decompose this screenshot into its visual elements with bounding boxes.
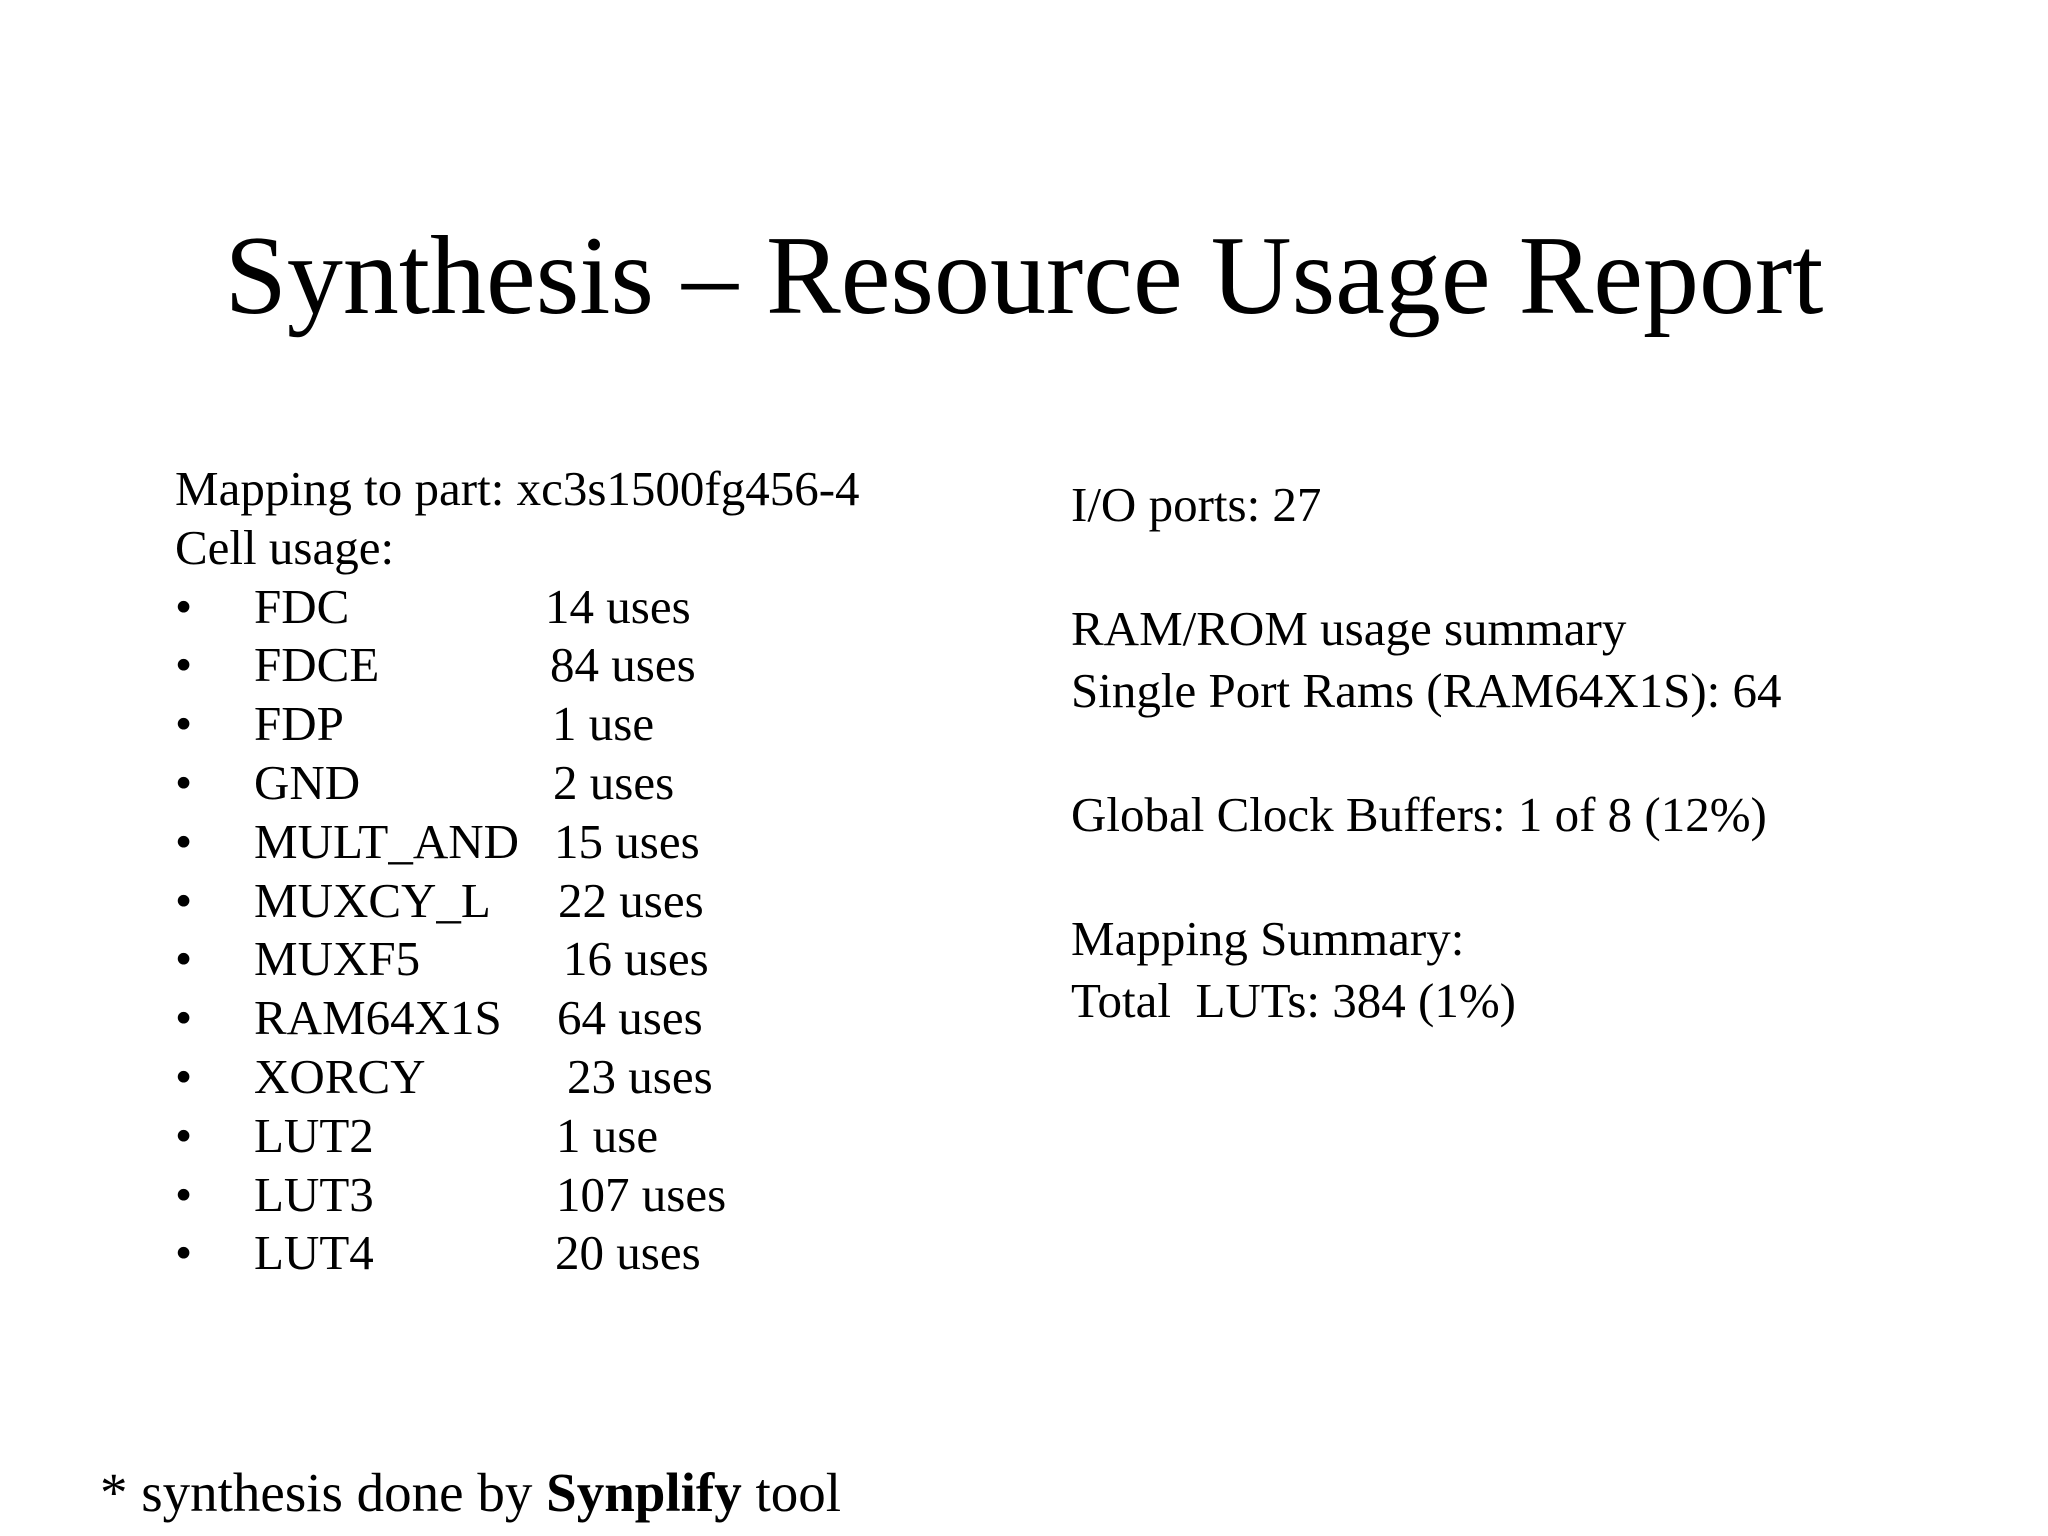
bullet-icon: • xyxy=(175,813,193,869)
cell-usage-item xyxy=(175,872,860,931)
ram-rom-heading: RAM/ROM usage summary xyxy=(1071,601,1627,656)
bullet-icon: • xyxy=(175,1225,193,1281)
bullet-icon: • xyxy=(175,990,193,1046)
io-ports-line: I/O ports: 27 xyxy=(1071,477,1322,532)
cell-usage-item xyxy=(175,636,860,695)
total-luts-line: Total LUTs: 384 (1%) xyxy=(1071,973,1516,1028)
cell-name: LUT4 xyxy=(254,1225,374,1281)
cell-count: 107 uses xyxy=(556,1166,727,1222)
cell-name: MUXF5 xyxy=(254,931,421,987)
cell-name: MULT_AND xyxy=(254,813,519,869)
mapping-summary-heading: Mapping Summary: xyxy=(1071,911,1465,966)
footnote xyxy=(100,1460,841,1526)
cell-count: 84 uses xyxy=(550,637,696,693)
bullet-icon: • xyxy=(175,872,193,928)
summary-section xyxy=(1071,474,1782,1032)
cell-count: 1 use xyxy=(552,696,655,752)
single-port-rams-line: Single Port Rams (RAM64X1S): 64 xyxy=(1071,663,1782,718)
footnote-tool-name: Synplify xyxy=(546,1462,742,1523)
cell-count: 64 uses xyxy=(557,990,703,1046)
bullet-icon: • xyxy=(175,696,193,752)
cell-name: GND xyxy=(254,754,361,810)
cell-usage-item xyxy=(175,578,860,637)
cell-count: 23 uses xyxy=(567,1048,713,1104)
bullet-icon: • xyxy=(175,754,193,810)
cell-usage-item xyxy=(175,930,860,989)
mapping-part-line: Mapping to part: xc3s1500fg456-4 xyxy=(175,461,860,516)
cell-usage-item xyxy=(175,989,860,1048)
cell-usage-section xyxy=(175,460,860,1283)
cell-count: 1 use xyxy=(556,1107,659,1163)
cell-count: 22 uses xyxy=(558,872,704,928)
cell-count: 15 uses xyxy=(554,813,700,869)
cell-name: FDCE xyxy=(254,637,380,693)
cell-count: 20 uses xyxy=(555,1225,701,1281)
cell-usage-item xyxy=(175,1166,860,1225)
cell-usage-list xyxy=(175,578,860,1284)
cell-count: 16 uses xyxy=(563,931,709,987)
cell-name: XORCY xyxy=(254,1048,426,1104)
global-clock-buffers-line: Global Clock Buffers: 1 of 8 (12%) xyxy=(1071,787,1767,842)
cell-usage-item xyxy=(175,754,860,813)
bullet-icon: • xyxy=(175,578,193,634)
cell-name: FDC xyxy=(254,578,350,634)
cell-name: FDP xyxy=(254,696,344,752)
footnote-prefix: * synthesis done by xyxy=(100,1462,547,1523)
cell-usage-item xyxy=(175,695,860,754)
cell-usage-item xyxy=(175,1048,860,1107)
bullet-icon: • xyxy=(175,1107,193,1163)
slide-title: Synthesis – Resource Usage Report xyxy=(224,214,1824,338)
cell-name: MUXCY_L xyxy=(254,872,491,928)
cell-name: LUT2 xyxy=(254,1107,374,1163)
cell-usage-item xyxy=(175,1224,860,1283)
cell-usage-item xyxy=(175,813,860,872)
bullet-icon: • xyxy=(175,1048,193,1104)
footnote-suffix: tool xyxy=(741,1462,842,1523)
cell-name: RAM64X1S xyxy=(254,990,502,1046)
cell-name: LUT3 xyxy=(254,1166,374,1222)
bullet-icon: • xyxy=(175,931,193,987)
cell-count: 14 uses xyxy=(545,578,691,634)
bullet-icon: • xyxy=(175,1166,193,1222)
cell-usage-label: Cell usage: xyxy=(175,519,395,575)
cell-count: 2 uses xyxy=(553,754,675,810)
bullet-icon: • xyxy=(175,637,193,693)
cell-usage-item xyxy=(175,1107,860,1166)
